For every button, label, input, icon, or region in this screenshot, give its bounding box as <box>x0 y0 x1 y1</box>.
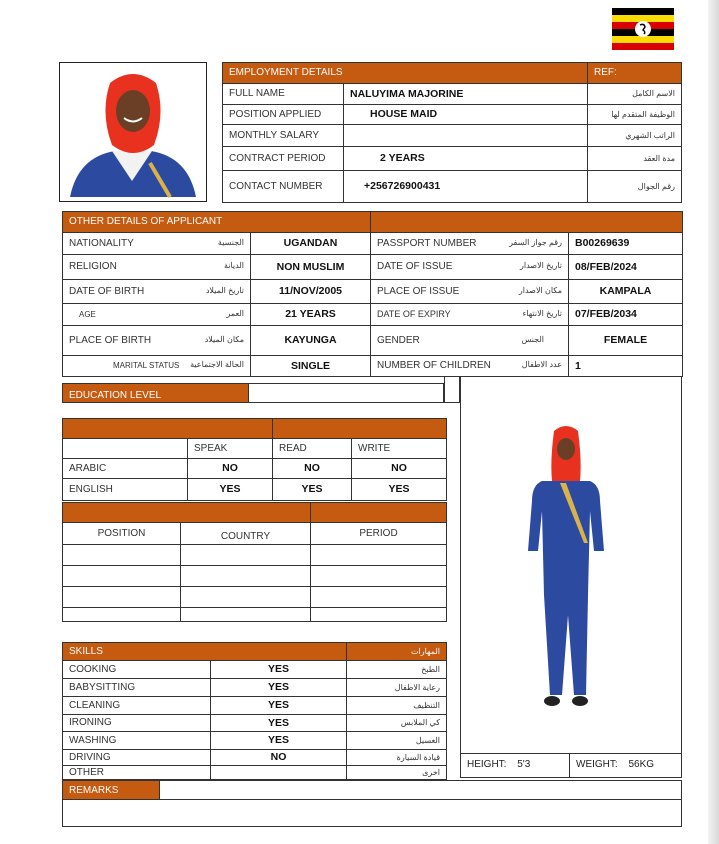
religion-cell <box>63 255 251 280</box>
expiry-ar: تاريخ الانتهاء <box>522 308 562 318</box>
other-skill-value <box>211 766 347 780</box>
children-cell <box>371 356 569 377</box>
cleaning-ar: التنظيف <box>347 697 447 715</box>
experience-table <box>62 502 447 622</box>
weight-label: WEIGHT: <box>576 759 618 770</box>
arabic-speak: NO <box>188 459 273 479</box>
marital-ar: الحالة الاجتماعية <box>190 360 244 369</box>
employment-table <box>222 62 682 203</box>
birthplace-ar: مكان الميلاد <box>204 334 244 344</box>
experience-row <box>63 545 447 566</box>
passport-value: B00269639 <box>569 233 683 255</box>
skills-table <box>62 642 447 780</box>
english-write: YES <box>352 479 447 501</box>
expiry-label: DATE OF EXPIRY <box>377 308 451 319</box>
issue-place-label: PLACE OF ISSUE <box>377 285 460 297</box>
nationality-label: NATIONALITY <box>69 237 134 249</box>
english-speak: YES <box>188 479 273 501</box>
skills-header: SKILLS <box>63 643 347 661</box>
passport-label: PASSPORT NUMBER <box>377 237 477 249</box>
education-header: EDUCATION LEVEL <box>62 383 249 403</box>
cleaning-label: CLEANING <box>63 697 211 715</box>
other-skill-ar: اخرى <box>347 766 447 780</box>
expiry-cell <box>371 304 569 326</box>
flag-icon <box>612 8 674 50</box>
english-read: YES <box>273 479 352 501</box>
position-label: POSITION APPLIED <box>223 105 344 125</box>
position-value: HOUSE MAID <box>344 105 588 125</box>
expiry-value: 07/FEB/2034 <box>569 304 683 326</box>
full-body-panel <box>460 376 682 778</box>
driving-value: NO <box>211 750 347 766</box>
ironing-value: YES <box>211 715 347 732</box>
full-name-value: NALUYIMA MAJORINE <box>344 84 588 105</box>
experience-header-left <box>63 503 311 523</box>
issue-date-value: 08/FEB/2024 <box>569 255 683 280</box>
religion-value: NON MUSLIM <box>251 255 371 280</box>
contact-value: +256726900431 <box>344 171 588 203</box>
driving-label: DRIVING <box>63 750 211 766</box>
arabic-label: ARABIC <box>63 459 188 479</box>
education-value <box>249 383 444 403</box>
washing-label: WASHING <box>63 732 211 750</box>
height-cell <box>461 754 570 778</box>
country-header: COUNTRY <box>181 523 311 545</box>
nationality-cell <box>63 233 251 255</box>
weight-value: 56KG <box>628 759 655 770</box>
other-details-header-right <box>371 212 683 233</box>
experience-row <box>63 566 447 587</box>
ref-label: REF: <box>588 63 682 84</box>
remarks-top-line <box>160 780 682 800</box>
other-details-header: OTHER DETAILS OF APPLICANT <box>63 212 371 233</box>
employment-header: EMPLOYMENT DETAILS <box>223 63 588 84</box>
other-skill-label: OTHER <box>63 766 211 780</box>
full-name-ar: الاسم الكامل <box>588 84 682 105</box>
height-label: HEIGHT: <box>467 759 507 770</box>
arabic-read: NO <box>273 459 352 479</box>
marital-value: SINGLE <box>251 356 371 377</box>
skills-header-ar: المهارات <box>347 643 447 661</box>
full-name-label: FULL NAME <box>223 84 344 105</box>
cooking-label: COOKING <box>63 661 211 679</box>
passport-cell <box>371 233 569 255</box>
gender-label: GENDER <box>377 334 420 346</box>
english-label: ENGLISH <box>63 479 188 501</box>
driving-ar: قيادة السيارة <box>347 750 447 766</box>
uganda-flag <box>612 8 674 55</box>
languages-header-left <box>63 419 273 439</box>
birthplace-cell <box>63 326 251 356</box>
languages-header-right <box>273 419 447 439</box>
portrait-photo <box>59 62 207 202</box>
dob-value: 11/NOV/2005 <box>251 280 371 304</box>
gender-cell <box>371 326 569 356</box>
position-ar: الوظيفة المتقدم لها <box>588 105 682 125</box>
dob-label: DATE OF BIRTH <box>69 285 145 297</box>
birthplace-value: KAYUNGA <box>251 326 371 356</box>
measurements-row <box>461 753 681 778</box>
contract-label: CONTRACT PERIOD <box>223 147 344 171</box>
age-ar: العمر <box>226 308 244 318</box>
experience-row <box>63 608 447 622</box>
education-divider <box>444 376 460 403</box>
issue-date-cell <box>371 255 569 280</box>
languages-table <box>62 418 447 501</box>
arabic-write: NO <box>352 459 447 479</box>
read-header: READ <box>273 439 352 459</box>
children-ar: عدد الاطفال <box>521 360 562 369</box>
children-value: 1 <box>569 356 683 377</box>
full-body-photo <box>516 425 626 717</box>
cooking-value: YES <box>211 661 347 679</box>
passport-ar: رقم جواز السفر <box>509 237 562 247</box>
issue-place-ar: مكان الاصدار <box>518 285 562 295</box>
write-header: WRITE <box>352 439 447 459</box>
marital-cell <box>63 356 251 377</box>
salary-ar: الراتب الشهري <box>588 125 682 147</box>
experience-row <box>63 587 447 608</box>
issue-date-label: DATE OF ISSUE <box>377 261 453 272</box>
birthplace-label: PLACE OF BIRTH <box>69 334 152 346</box>
age-value: 21 YEARS <box>251 304 371 326</box>
salary-value <box>344 125 588 147</box>
gender-ar: الجنس <box>521 334 544 344</box>
remarks-header: REMARKS <box>62 780 160 800</box>
speak-header: SPEAK <box>188 439 273 459</box>
children-label: NUMBER OF CHILDREN <box>377 360 491 371</box>
contact-ar: رقم الجوال <box>588 171 682 203</box>
contract-ar: مدة العقد <box>588 147 682 171</box>
weight-cell <box>570 754 681 778</box>
cooking-ar: الطبخ <box>347 661 447 679</box>
position-header: POSITION <box>63 523 181 545</box>
page-edge <box>708 0 719 844</box>
issue-place-cell <box>371 280 569 304</box>
languages-blank-header <box>63 439 188 459</box>
marital-label: MARITAL STATUS <box>113 361 180 370</box>
babysitting-ar: رعاية الاطفال <box>347 679 447 697</box>
ironing-label: IRONING <box>63 715 211 732</box>
experience-header-right <box>311 503 447 523</box>
religion-ar: الديانة <box>223 261 244 270</box>
period-header: PERIOD <box>311 523 447 545</box>
nationality-value: UGANDAN <box>251 233 371 255</box>
contract-value: 2 YEARS <box>344 147 588 171</box>
issue-place-value: KAMPALA <box>569 280 683 304</box>
issue-date-ar: تاريخ الاصدار <box>519 261 562 270</box>
contact-label: CONTACT NUMBER <box>223 171 344 203</box>
babysitting-label: BABYSITTING <box>63 679 211 697</box>
portrait-image <box>60 63 206 201</box>
washing-value: YES <box>211 732 347 750</box>
dob-cell <box>63 280 251 304</box>
other-details-table <box>62 211 683 377</box>
babysitting-value: YES <box>211 679 347 697</box>
dob-ar: تاريخ الميلاد <box>205 285 244 295</box>
religion-label: RELIGION <box>69 261 117 272</box>
height-value: 5'3 <box>517 759 531 770</box>
ironing-ar: كي الملابس <box>347 715 447 732</box>
washing-ar: الغسيل <box>347 732 447 750</box>
age-label: AGE <box>79 309 96 319</box>
nationality-ar: الجنسية <box>217 237 244 247</box>
salary-label: MONTHLY SALARY <box>223 125 344 147</box>
gender-value: FEMALE <box>569 326 683 356</box>
remarks-value <box>62 800 682 827</box>
cleaning-value: YES <box>211 697 347 715</box>
age-cell <box>63 304 251 326</box>
